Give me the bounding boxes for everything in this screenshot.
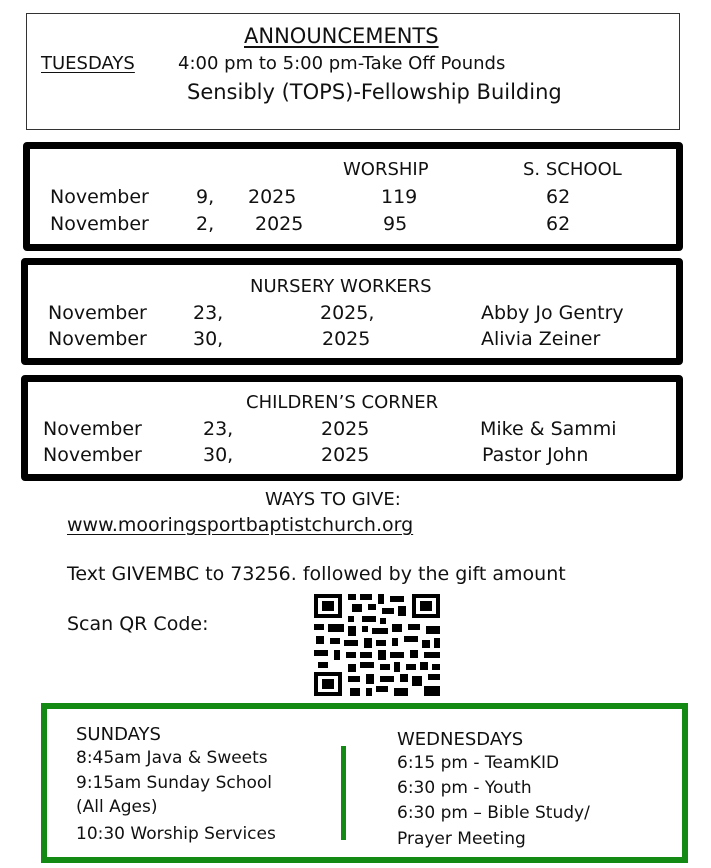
qr-code-image[interactable] xyxy=(312,592,442,698)
nursery-worker: Abby Jo Gentry xyxy=(481,302,624,324)
wednesdays-item: 6:15 pm - TeamKID xyxy=(397,753,560,773)
sundays-item: 10:30 Worship Services xyxy=(76,824,276,844)
announcements-line2: Sensibly (TOPS)-Fellowship Building xyxy=(187,80,562,104)
children-year: 2025 xyxy=(321,444,370,466)
children-day: 30, xyxy=(203,444,234,466)
nursery-day: 30, xyxy=(193,328,224,350)
children-volunteer: Pastor John xyxy=(482,444,589,466)
attendance-col-school: S. SCHOOL xyxy=(523,159,622,180)
attendance-col-worship: WORSHIP xyxy=(343,159,429,180)
nursery-year: 2025 xyxy=(322,328,371,350)
nursery-year: 2025, xyxy=(320,302,375,324)
children-month: November xyxy=(43,418,142,440)
attendance-day: 2, xyxy=(196,213,215,235)
wednesdays-item: 6:30 pm - Youth xyxy=(397,778,532,798)
sundays-item: 9:15am Sunday School xyxy=(76,773,273,793)
wednesdays-heading: WEDNESDAYS xyxy=(397,729,524,750)
sundays-item: 8:45am Java & Sweets xyxy=(76,748,268,768)
give-website-link[interactable]: www.mooringsportbaptistchurch.org xyxy=(67,514,414,536)
children-volunteer: Mike & Sammi xyxy=(480,418,617,440)
nursery-heading: NURSERY WORKERS xyxy=(250,276,432,297)
attendance-month: November xyxy=(50,213,149,235)
children-heading: CHILDREN’S CORNER xyxy=(246,392,439,413)
qr-label: Scan QR Code: xyxy=(67,613,209,635)
children-year: 2025 xyxy=(321,418,370,440)
announcements-day: TUESDAYS xyxy=(41,53,135,74)
attendance-school-value: 62 xyxy=(546,213,571,235)
sundays-item: (All Ages) xyxy=(76,797,158,817)
schedule-divider xyxy=(341,746,346,840)
attendance-day: 9, xyxy=(196,186,215,208)
children-month: November xyxy=(43,444,142,466)
announcements-line1: 4:00 pm to 5:00 pm-Take Off Pounds xyxy=(178,53,506,74)
nursery-worker: Alivia Zeiner xyxy=(481,328,601,350)
attendance-school-value: 62 xyxy=(546,186,571,208)
announcements-heading: ANNOUNCEMENTS xyxy=(244,24,439,48)
sundays-heading: SUNDAYS xyxy=(76,724,161,745)
give-heading: WAYS TO GIVE: xyxy=(265,489,401,510)
attendance-year: 2025 xyxy=(248,186,297,208)
attendance-year: 2025 xyxy=(255,213,304,235)
wednesdays-item: 6:30 pm – Bible Study/ xyxy=(397,803,590,823)
give-text-instructions: Text GIVEMBC to 73256. followed by the gift amount xyxy=(67,563,566,585)
attendance-worship-value: 119 xyxy=(381,186,418,208)
attendance-worship-value: 95 xyxy=(383,213,408,235)
nursery-month: November xyxy=(48,328,147,350)
nursery-day: 23, xyxy=(193,302,224,324)
nursery-month: November xyxy=(48,302,147,324)
attendance-month: November xyxy=(50,186,149,208)
wednesdays-item: Prayer Meeting xyxy=(397,829,526,849)
children-day: 23, xyxy=(203,418,234,440)
